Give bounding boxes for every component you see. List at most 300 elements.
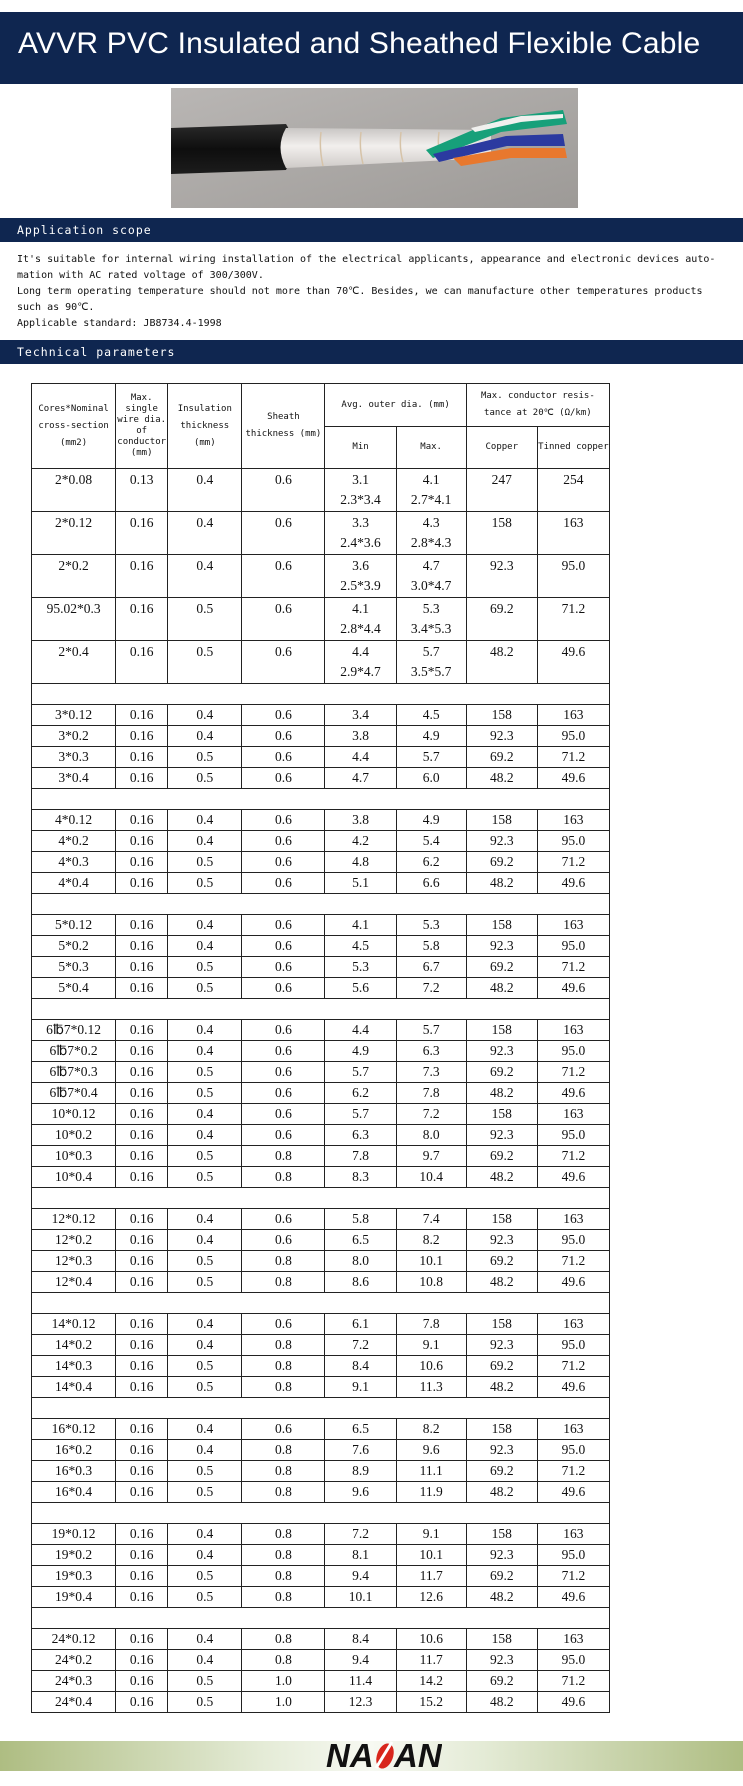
cell-value: 0.16 — [129, 1064, 154, 1079]
cell-value: 10*0.4 — [55, 1169, 93, 1184]
cell-outer-max — [396, 1692, 466, 1713]
cell-outer-max — [396, 1356, 466, 1377]
cell-value: 0.6 — [274, 1085, 292, 1100]
cell-value: 0.16 — [129, 728, 154, 743]
cell-value: 95.0 — [561, 1043, 586, 1058]
cell-cores — [32, 1671, 116, 1692]
cell-value: 0.6 — [274, 558, 292, 573]
cell-copper — [466, 1251, 537, 1272]
cell-value: 69.2 — [489, 959, 514, 974]
cell-value: 4*0.12 — [55, 812, 93, 827]
cell-sheath — [242, 1272, 325, 1293]
cell-copper — [466, 1167, 537, 1188]
cell-cores — [32, 1566, 116, 1587]
cell-value: 4.9 — [352, 1043, 369, 1058]
cell-outer-min — [325, 1440, 396, 1461]
cell-wire-dia — [116, 1125, 168, 1146]
cell-value: 48.2 — [489, 1694, 514, 1709]
cell-value: 0.16 — [129, 749, 154, 764]
spacer-cell — [32, 894, 610, 915]
cell-tinned — [537, 1251, 609, 1272]
cell-value: 49.6 — [561, 644, 586, 659]
cell-value: 0.16 — [129, 707, 154, 722]
cell-outer-min — [325, 747, 396, 768]
cell-cores — [32, 726, 116, 747]
cell-value: 0.16 — [129, 833, 154, 848]
cell-value: 0.5 — [196, 1379, 214, 1394]
cell-insulation — [168, 1062, 242, 1083]
cell-outer-min — [325, 1041, 396, 1062]
cell-tinned — [537, 1125, 609, 1146]
cell-value: 15.2 — [419, 1694, 443, 1709]
cell-value: 0.8 — [274, 1442, 292, 1457]
cell-wire-dia — [116, 1146, 168, 1167]
cell-value: 4.4 — [352, 749, 369, 764]
cell-value: 0.5 — [196, 1085, 214, 1100]
cell-value: 6.3 — [422, 1043, 440, 1058]
cell-wire-dia — [116, 831, 168, 852]
cell-wire-dia — [116, 1251, 168, 1272]
cell-insulation — [168, 915, 242, 936]
cell-value: 0.6 — [274, 854, 292, 869]
cell-value: 9.4 — [352, 1652, 369, 1667]
cell-outer-max — [396, 978, 466, 999]
cell-outer-max — [396, 1440, 466, 1461]
cell-outer-max — [396, 1566, 466, 1587]
cell-cores — [32, 1209, 116, 1230]
cell-value: 92.3 — [489, 938, 514, 953]
cell-outer-max — [396, 726, 466, 747]
cell-value: 3*0.3 — [58, 749, 89, 764]
table-row — [32, 1251, 610, 1272]
cell-sheath — [242, 957, 325, 978]
cell-wire-dia — [116, 1356, 168, 1377]
cell-value: 0.4 — [196, 1337, 214, 1352]
cell-value: 8.0 — [352, 1253, 369, 1268]
cell-wire-dia — [116, 873, 168, 894]
cell-value: 0.8 — [274, 1358, 292, 1373]
cell-value: 10*0.2 — [55, 1127, 93, 1142]
col-header-max: Max. — [396, 427, 466, 469]
cell-value: 49.6 — [561, 1589, 586, 1604]
cell-value: 0.4 — [196, 917, 214, 932]
col-header-min: Min — [325, 427, 396, 469]
cell-value: 69.2 — [489, 1148, 514, 1163]
cell-outer-max — [396, 1062, 466, 1083]
cell-tinned — [537, 747, 609, 768]
cell-wire-dia — [116, 747, 168, 768]
cell-value: 71.2 — [561, 959, 586, 974]
cell-copper — [466, 831, 537, 852]
cell-value: 0.16 — [129, 1589, 154, 1604]
cell-outer-min — [325, 1314, 396, 1335]
cell-value: 69.2 — [489, 1673, 514, 1688]
cell-value: 163 — [563, 1421, 584, 1436]
cell-value: 95.0 — [561, 833, 586, 848]
table-spacer-row — [32, 894, 610, 915]
cell-value: 49.6 — [561, 770, 586, 785]
cell-outer-min — [325, 641, 396, 684]
cell-tinned — [537, 915, 609, 936]
cell-value: 5.3 — [422, 601, 440, 616]
cell-outer-min — [325, 768, 396, 789]
cell-sheath — [242, 726, 325, 747]
cell-sheath — [242, 852, 325, 873]
cell-value: 95.0 — [561, 1232, 586, 1247]
cell-value: 0.16 — [129, 1043, 154, 1058]
cell-copper — [466, 1587, 537, 1608]
cell-value: 0.16 — [129, 1169, 154, 1184]
cell-outer-max — [396, 1146, 466, 1167]
parameters-body — [32, 469, 610, 1713]
cell-value: 10.8 — [419, 1274, 443, 1289]
cell-value: 6.1 — [352, 1316, 369, 1331]
application-scope-bar — [0, 218, 743, 242]
cell-insulation — [168, 768, 242, 789]
cell-value: 0.5 — [196, 1358, 214, 1373]
cell-insulation — [168, 1440, 242, 1461]
cell-wire-dia — [116, 1524, 168, 1545]
cell-value: 9.6 — [422, 1442, 440, 1457]
cell-sheath — [242, 1125, 325, 1146]
cell-value: 0.6 — [274, 1043, 292, 1058]
cell-outer-max — [396, 1251, 466, 1272]
cell-value: 4.1 — [422, 472, 440, 487]
cell-value: 48.2 — [489, 1169, 514, 1184]
cell-copper — [466, 641, 537, 684]
cell-value: 0.5 — [196, 854, 214, 869]
cell-value: 16*0.4 — [55, 1484, 93, 1499]
cell-value: 71.2 — [561, 1358, 586, 1373]
cell-tinned — [537, 1335, 609, 1356]
cell-tinned — [537, 810, 609, 831]
cell-copper — [466, 1524, 537, 1545]
cell-value: 14*0.4 — [55, 1379, 93, 1394]
cell-value: 12.3 — [348, 1694, 373, 1709]
cell-value: 49.6 — [561, 1085, 586, 1100]
cell-subvalue: 2.7*4.1 — [410, 492, 452, 507]
cell-value: 71.2 — [561, 1463, 586, 1478]
cell-outer-max — [396, 1524, 466, 1545]
table-row — [32, 957, 610, 978]
cell-outer-max — [396, 768, 466, 789]
cell-value: 0.16 — [129, 601, 154, 616]
spacer-cell — [32, 1293, 610, 1314]
cell-value: 0.5 — [196, 1589, 214, 1604]
cell-tinned — [537, 978, 609, 999]
cell-outer-max — [396, 1671, 466, 1692]
cell-value: 0.16 — [129, 1463, 154, 1478]
cell-value: 0.5 — [196, 959, 214, 974]
cell-value: 14*0.3 — [55, 1358, 93, 1373]
table-row — [32, 936, 610, 957]
table-row — [32, 1629, 610, 1650]
cell-copper — [466, 555, 537, 598]
cell-wire-dia — [116, 512, 168, 555]
application-line: Applicable standard: JB8734.4-1998 — [17, 318, 222, 329]
cell-wire-dia — [116, 1314, 168, 1335]
cell-subvalue: 2.9*4.7 — [340, 664, 381, 679]
cell-outer-max — [396, 1482, 466, 1503]
table-row — [32, 873, 610, 894]
cell-copper — [466, 469, 537, 512]
cell-sheath — [242, 1104, 325, 1125]
table-spacer-row — [32, 1503, 610, 1524]
cell-outer-max — [396, 1083, 466, 1104]
cell-wire-dia — [116, 705, 168, 726]
cell-value: 0.16 — [129, 1442, 154, 1457]
cell-value: 0.6 — [274, 1127, 292, 1142]
cell-value: 0.6 — [274, 812, 292, 827]
cell-value: 71.2 — [561, 749, 586, 764]
cell-copper — [466, 768, 537, 789]
cell-sheath — [242, 1650, 325, 1671]
cell-cores — [32, 469, 116, 512]
table-spacer-row — [32, 999, 610, 1020]
cell-cores — [32, 957, 116, 978]
cell-tinned — [537, 1566, 609, 1587]
cell-insulation — [168, 810, 242, 831]
cell-value: 24*0.4 — [55, 1694, 93, 1709]
table-row — [32, 1671, 610, 1692]
cell-insulation — [168, 1167, 242, 1188]
cell-outer-max — [396, 1461, 466, 1482]
cell-value: 158 — [491, 1421, 512, 1436]
cell-copper — [466, 1419, 537, 1440]
cell-value: 69.2 — [489, 1463, 514, 1478]
cell-value: 247 — [491, 472, 512, 487]
cell-subvalue: 2.3*3.4 — [340, 492, 381, 507]
brand-logo-right: AN — [394, 1737, 442, 1774]
cell-cores — [32, 1314, 116, 1335]
cell-value: 7.2 — [352, 1526, 369, 1541]
cell-value: 0.5 — [196, 1568, 214, 1583]
cell-value: 71.2 — [561, 854, 586, 869]
table-row — [32, 1356, 610, 1377]
cell-insulation — [168, 1524, 242, 1545]
cell-value: 0.6 — [274, 938, 292, 953]
cell-value: 0.4 — [196, 1526, 214, 1541]
cell-value: 158 — [491, 1106, 512, 1121]
cell-sheath — [242, 1251, 325, 1272]
table-row — [32, 1209, 610, 1230]
cell-tinned — [537, 1671, 609, 1692]
table-row — [32, 641, 610, 684]
cell-value: 4.9 — [422, 812, 440, 827]
cell-tinned — [537, 1524, 609, 1545]
cell-value: 0.16 — [129, 938, 154, 953]
cell-outer-min — [325, 852, 396, 873]
cell-cores — [32, 1692, 116, 1713]
cell-insulation — [168, 852, 242, 873]
cell-value: 163 — [563, 1526, 584, 1541]
cell-insulation — [168, 1230, 242, 1251]
cell-wire-dia — [116, 1020, 168, 1041]
cell-value: 95.0 — [561, 1337, 586, 1352]
table-spacer-row — [32, 684, 610, 705]
cell-wire-dia — [116, 1671, 168, 1692]
cell-sheath — [242, 1377, 325, 1398]
cell-value: 19*0.12 — [51, 1526, 96, 1541]
cell-value: 0.5 — [196, 1484, 214, 1499]
cell-value: 0.4 — [196, 472, 214, 487]
cell-value: 6℔7*0.4 — [49, 1085, 98, 1100]
page-title: AVVR PVC Insulated and Sheathed Flexible Cable — [18, 27, 701, 60]
cell-sheath — [242, 1314, 325, 1335]
cell-cores — [32, 810, 116, 831]
cell-value: 0.16 — [129, 1127, 154, 1142]
cell-wire-dia — [116, 810, 168, 831]
cell-tinned — [537, 852, 609, 873]
cell-outer-min — [325, 1461, 396, 1482]
brand-logo-left: NA — [326, 1737, 374, 1774]
cell-insulation — [168, 957, 242, 978]
cell-copper — [466, 1020, 537, 1041]
cell-subvalue: 3.0*4.7 — [410, 578, 452, 593]
cell-wire-dia — [116, 1209, 168, 1230]
cell-value: 14*0.2 — [55, 1337, 93, 1352]
cell-outer-min — [325, 555, 396, 598]
cell-insulation — [168, 1356, 242, 1377]
cell-value: 0.8 — [274, 1148, 292, 1163]
cell-value: 8.4 — [352, 1358, 369, 1373]
cell-outer-min — [325, 1356, 396, 1377]
cell-outer-min — [325, 598, 396, 641]
cell-tinned — [537, 512, 609, 555]
cell-insulation — [168, 1041, 242, 1062]
cell-insulation — [168, 1461, 242, 1482]
cell-cores — [32, 512, 116, 555]
brand-logo-image — [322, 1734, 442, 1776]
cell-value: 0.4 — [196, 1631, 214, 1646]
table-spacer-row — [32, 1188, 610, 1209]
cell-cores — [32, 747, 116, 768]
cell-outer-max — [396, 831, 466, 852]
cell-value: 7.2 — [422, 1106, 440, 1121]
cell-value: 49.6 — [561, 980, 586, 995]
cell-sheath — [242, 873, 325, 894]
cell-tinned — [537, 768, 609, 789]
cell-value: 6.7 — [422, 959, 440, 974]
cell-insulation — [168, 469, 242, 512]
cell-value: 5*0.12 — [55, 917, 93, 932]
cell-value: 3*0.2 — [58, 728, 89, 743]
cell-insulation — [168, 1251, 242, 1272]
cell-outer-min — [325, 1650, 396, 1671]
cell-outer-min — [325, 1587, 396, 1608]
cell-value: 5*0.2 — [58, 938, 89, 953]
cell-value: 5.8 — [422, 938, 440, 953]
cell-value: 163 — [563, 1106, 584, 1121]
table-row — [32, 1041, 610, 1062]
table-row — [32, 726, 610, 747]
cell-value: 163 — [563, 917, 584, 932]
cell-value: 92.3 — [489, 1547, 514, 1562]
cell-value: 0.6 — [274, 472, 292, 487]
cell-value: 0.4 — [196, 515, 214, 530]
cell-cores — [32, 1461, 116, 1482]
cell-copper — [466, 512, 537, 555]
cell-subvalue: 3.5*5.7 — [410, 664, 452, 679]
cell-sheath — [242, 1335, 325, 1356]
cell-cores — [32, 641, 116, 684]
cell-insulation — [168, 1209, 242, 1230]
cell-value: 0.8 — [274, 1379, 292, 1394]
cell-sheath — [242, 1209, 325, 1230]
cell-copper — [466, 1314, 537, 1335]
cell-outer-min — [325, 1377, 396, 1398]
cell-wire-dia — [116, 1482, 168, 1503]
cell-value: 0.5 — [196, 1274, 214, 1289]
table-row — [32, 1566, 610, 1587]
cell-outer-min — [325, 1125, 396, 1146]
cell-wire-dia — [116, 852, 168, 873]
cell-value: 71.2 — [561, 601, 586, 616]
cell-value: 7.8 — [422, 1085, 440, 1100]
cell-outer-min — [325, 831, 396, 852]
cell-value: 71.2 — [561, 1673, 586, 1688]
cell-sheath — [242, 1167, 325, 1188]
cell-value: 0.16 — [129, 1232, 154, 1247]
cell-wire-dia — [116, 641, 168, 684]
cell-insulation — [168, 1671, 242, 1692]
spacer-cell — [32, 1503, 610, 1524]
cell-subvalue: 2.5*3.9 — [340, 578, 381, 593]
cell-value: 19*0.4 — [55, 1589, 93, 1604]
cell-value: 19*0.3 — [55, 1568, 93, 1583]
cell-value: 8.6 — [352, 1274, 369, 1289]
cell-copper — [466, 1209, 537, 1230]
cell-value: 4.7 — [352, 770, 369, 785]
cell-value: 95.0 — [561, 1652, 586, 1667]
application-line: Long term operating temperature should not more than 70℃. Besides, we can manufacture other temperatures products — [17, 286, 703, 297]
cell-value: 0.16 — [129, 1421, 154, 1436]
cell-outer-min — [325, 1566, 396, 1587]
cell-value: 0.5 — [196, 1148, 214, 1163]
cell-value: 69.2 — [489, 749, 514, 764]
cell-value: 24*0.2 — [55, 1652, 93, 1667]
cell-value: 48.2 — [489, 1484, 514, 1499]
cell-value: 6℔7*0.2 — [49, 1043, 98, 1058]
cell-value: 6.6 — [422, 875, 440, 890]
cell-copper — [466, 1083, 537, 1104]
cell-wire-dia — [116, 978, 168, 999]
table-row — [32, 598, 610, 641]
cell-value: 92.3 — [489, 1442, 514, 1457]
cell-copper — [466, 1545, 537, 1566]
cell-outer-min — [325, 1524, 396, 1545]
cell-value: 0.6 — [274, 1064, 292, 1079]
cell-outer-max — [396, 555, 466, 598]
cell-wire-dia — [116, 1692, 168, 1713]
cell-value: 71.2 — [561, 1253, 586, 1268]
cell-value: 0.4 — [196, 558, 214, 573]
cell-outer-min — [325, 1230, 396, 1251]
cell-value: 0.6 — [274, 875, 292, 890]
cell-outer-min — [325, 873, 396, 894]
cell-value: 3.8 — [352, 728, 369, 743]
cell-value: 0.4 — [196, 1232, 214, 1247]
cell-value: 71.2 — [561, 1064, 586, 1079]
cell-tinned — [537, 1041, 609, 1062]
cell-copper — [466, 705, 537, 726]
cell-tinned — [537, 1587, 609, 1608]
cell-outer-max — [396, 1125, 466, 1146]
cell-value: 0.8 — [274, 1631, 292, 1646]
cell-outer-max — [396, 1230, 466, 1251]
cell-insulation — [168, 1629, 242, 1650]
cell-cores — [32, 936, 116, 957]
